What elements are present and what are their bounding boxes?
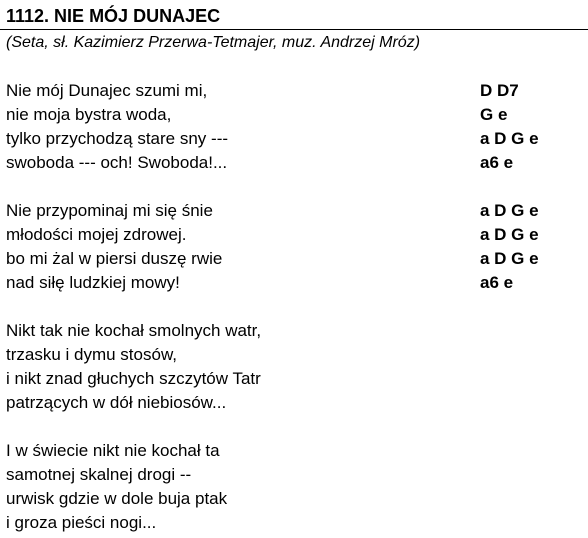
lyric-text: urwisk gdzie w dole buja ptak <box>6 489 228 508</box>
lyric-text: swoboda --- och! Swoboda!... <box>6 153 228 172</box>
verse-line <box>6 271 586 295</box>
chord-text: D D7 <box>480 81 519 100</box>
lyric-text: Nie przypominaj mi się śnie <box>6 201 213 220</box>
lyric-text: bo mi żal w piersi duszę rwie <box>6 249 223 268</box>
lyric-text: Nie mój Dunajec szumi mi, <box>6 81 208 100</box>
verse-line <box>6 319 586 343</box>
chord-text: a6 e <box>480 273 514 292</box>
verse-line <box>6 79 586 103</box>
title-underline <box>0 29 588 30</box>
verse-line <box>6 223 586 247</box>
verse-3 <box>6 319 586 415</box>
lyric-text: i nikt znad głuchych szczytów Tatr <box>6 369 261 388</box>
verse-line <box>6 343 586 367</box>
verse-line <box>6 391 586 415</box>
verse-line <box>6 439 586 463</box>
verse-2 <box>6 199 586 295</box>
chord-text: a D G e <box>480 129 539 148</box>
lyric-text: samotnej skalnej drogi -- <box>6 465 192 484</box>
chord-text: a D G e <box>480 249 539 268</box>
lyric-text: nad siłę ludzkiej mowy! <box>6 273 180 292</box>
lyric-text: młodości mojej zdrowej. <box>6 225 187 244</box>
verse-line <box>6 103 586 127</box>
verse-line <box>6 247 586 271</box>
lyric-text: Nikt tak nie kochał smolnych watr, <box>6 321 262 340</box>
chord-text: a6 e <box>480 153 514 172</box>
chord-text: a D G e <box>480 225 539 244</box>
song-credits: (Seta, sł. Kazimierz Przerwa-Tetmajer, muz. Andrzej Mróz) <box>6 34 421 51</box>
song-title: 1112. NIE MÓJ DUNAJEC <box>6 6 221 26</box>
lyric-text: I w świecie nikt nie kochał ta <box>6 441 220 460</box>
verse-line <box>6 151 586 175</box>
verse-line <box>6 367 586 391</box>
verse-4 <box>6 439 586 535</box>
verse-line <box>6 487 586 511</box>
lyric-text: trzasku i dymu stosów, <box>6 345 178 364</box>
lyric-text: nie moja bystra woda, <box>6 105 172 124</box>
verse-line <box>6 127 586 151</box>
lyric-text: i groza pieści nogi... <box>6 513 157 532</box>
verse-line <box>6 511 586 535</box>
chord-text: G e <box>480 105 508 124</box>
chord-text: a D G e <box>480 201 539 220</box>
lyric-text: patrzących w dół niebiosów... <box>6 393 227 412</box>
lyric-text: tylko przychodzą stare sny --- <box>6 129 229 148</box>
verse-line <box>6 463 586 487</box>
verse-1 <box>6 79 586 175</box>
verse-line <box>6 199 586 223</box>
